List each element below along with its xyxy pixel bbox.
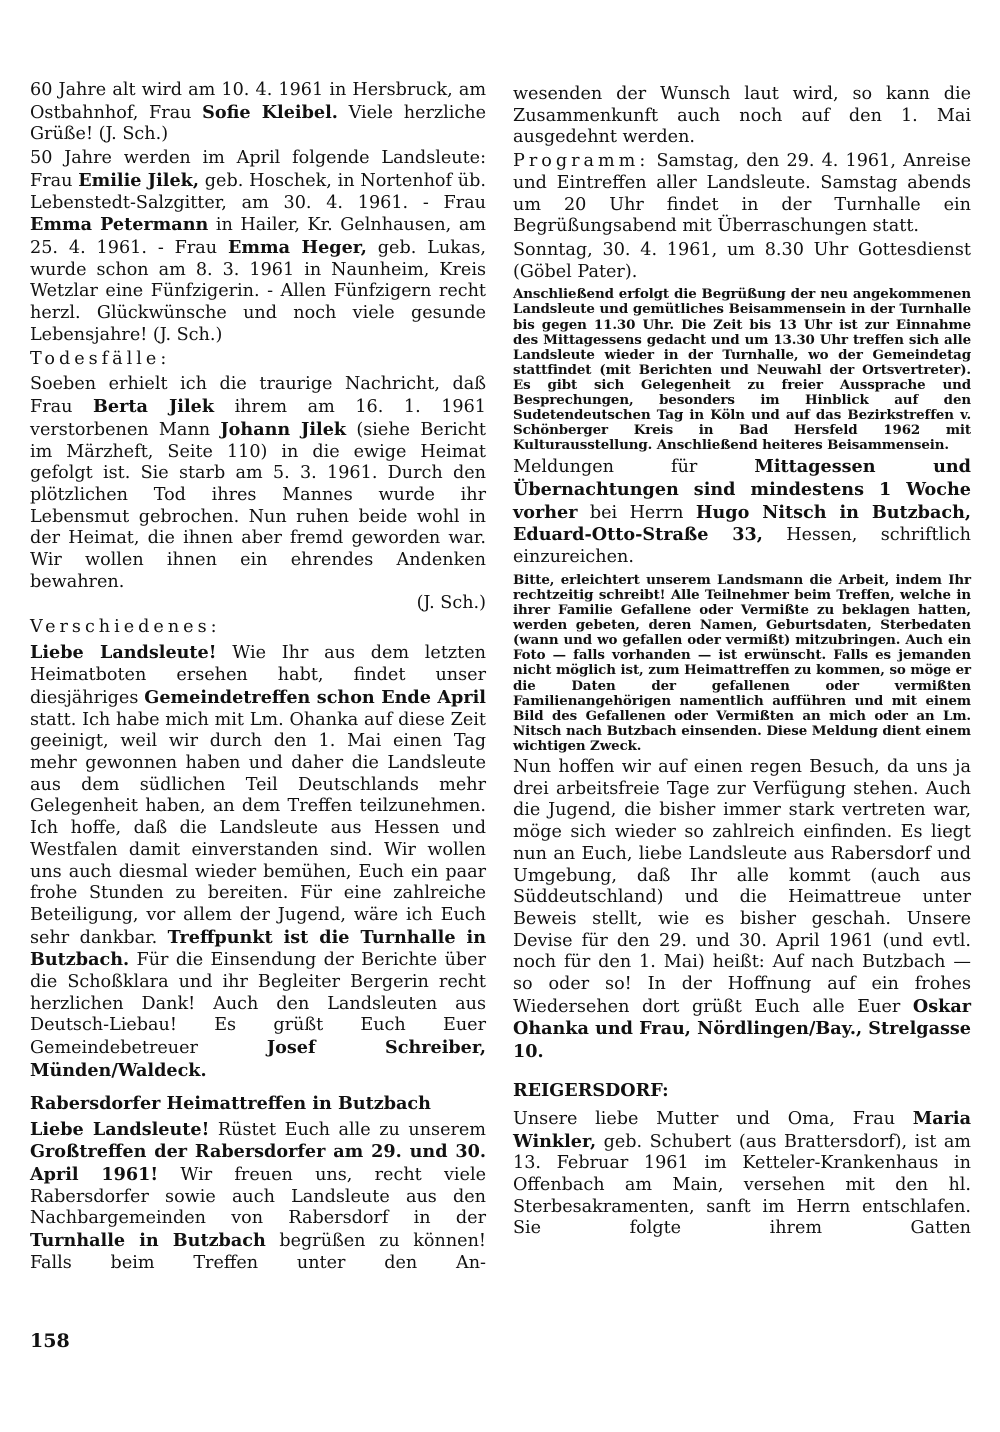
paragraph — [513, 1108, 971, 1240]
page-number: 158 — [30, 1330, 70, 1352]
paragraph — [30, 1119, 486, 1275]
paragraph — [513, 757, 971, 1064]
text-run: Sonntag, 30. 4. 1961, um 8.30 Uhr Gottesdienst (Göbel Pater). — [513, 239, 971, 282]
paragraph — [30, 374, 486, 593]
text-run: Anschließend erfolgt die Begrüßung der neu angekommenen Landsleute und gemütliches Beisammensein in der Turnhalle bis gegen 11.30 Uhr. Die Zeit bis 13 Uhr ist zur Einnahme des Mittagessens gedacht und um 13.30 Uhr treffen sich alle Landsleute wieder in der Turnhalle, wo der Gemeindetag stattfindet (mit Berichten und Neuwahl der Ortsvertreter). Es gibt sich Gelegenheit zu freier Aussprache und Besprechungen, besonders im Hinblick auf den Sudetendeutschen Tag in Köln und auf das Bezirkstreffen v. Schönberger Kreis in Bad Hersfeld 1962 mit Kulturausstellung. Anschließend heiteres Beisammensein. — [513, 286, 971, 454]
bold-text: Emilie Jilek, — [78, 169, 199, 191]
bold-text: Liebe Landsleute! — [30, 642, 217, 664]
bold-text: Oskar Ohanka und Frau, Nördlingen/Bay., Strelgasse 10. — [513, 995, 971, 1063]
bold-text: Hugo Nitsch in Butzbach, Eduard-Otto-Straße 33, — [513, 501, 971, 546]
bold-text: Liebe Landsleute! — [30, 1118, 210, 1140]
text-run: Programm: — [513, 151, 650, 172]
left-column — [30, 80, 486, 1276]
bold-text: Gemeindetreffen schon Ende April — [144, 686, 486, 708]
bold-text: Emma Petermann — [30, 214, 209, 236]
bold-text: Treffpunkt ist die Turnhalle in Butzbach. — [30, 926, 486, 971]
text-run: Hessen, schriftlich einzureichen. — [513, 525, 971, 568]
paragraph — [30, 642, 486, 1082]
text-run: (siehe Bericht im Märzheft, Seite 110) in die ewige Heimat gefolgt ist. Sie starb am 5. 3. 1961. Durch den plötzlichen Tod ihres Mannes wurde ihr Lebensmut gebrochen. Nun ruhen beide wohl in der Heimat, die ihnen aber fremd geworden war. Wir wollen ihnen ein ehrendes Andenken bewahren. — [30, 419, 486, 592]
text-run: Für die Einsendung der Berichte über die Schoßklara und ihr Begleiter Bergerin recht herzlichen Dank! Auch den Landsleuten aus Deutsch-Liebau! Es grüßt Euch Euer Gemeindebetreuer — [30, 950, 486, 1059]
text-run: Soeben erhielt ich die traurige Nachricht, daß Frau — [30, 374, 486, 418]
text-run: begrüßen zu können! Falls beim Treffen unter den An- — [30, 1231, 486, 1273]
section-heading — [30, 348, 486, 370]
text-run: 60 Jahre alt wird am 10. 4. 1961 in Hersbruck, am Ostbahnhof, Frau — [30, 80, 486, 123]
text-run: geb. Schubert (aus Brattersdorf), ist am 13. Februar 1961 im Ketteler-Krankenhaus in Offenbach am Main, versehen mit den hl. Sterbesakramenten, sanft im Herrn entschlafen. Sie folgte ihrem Gatten — [513, 1131, 971, 1239]
text-run: geb. Hoschek, in Nortenhof üb. Lebenstedt-Salzgitter, am 30. 4. 1961. - Frau — [30, 170, 486, 213]
bold-text: Mittagessen und Übernachtungen sind mindestens 1 Woche vorher — [513, 456, 971, 523]
section-heading — [30, 1093, 486, 1115]
text-run: Wir freuen uns, recht viele Rabersdorfer sowie auch Landsleute aus den Nachbargemeinden von Rabersdorf in der — [30, 1164, 486, 1229]
paragraph — [513, 84, 971, 149]
bold-text: Emma Heger, — [227, 236, 367, 258]
text-run: Verschiedenes: — [30, 617, 221, 638]
text-run: Viele herzliche Grüße! (J. Sch.) — [30, 102, 487, 145]
small-print-paragraph — [513, 573, 971, 754]
paragraph — [513, 151, 971, 238]
text-run: Rabersdorfer Heimattreffen in Butzbach — [30, 1092, 431, 1114]
text-run: geb. Lukas, wurde schon am 8. 3. 1961 in Naunheim, Kreis Wetzlar eine Fünfzigerin. - Allen Fünfzigern recht herzl. Glückwünsche und noch viele gesunde Lebensjahre! (J. Sch.) — [30, 237, 486, 345]
paragraph — [513, 456, 971, 569]
text-run: Wie Ihr aus dem letzten Heimatboten ersehen habt, findet unser diesjähriges — [30, 643, 486, 708]
text-run: wesenden der Wunsch laut wird, so kann die Zusammenkunft auch noch auf den 1. Mai ausgedehnt werden. — [513, 84, 971, 148]
section-heading — [30, 616, 486, 638]
text-run: Bitte, erleichtert unserem Landsmann die Arbeit, indem Ihr rechtzeitig schreibt! Alle Teilnehmer beim Treffen, welche in ihrer Familie Gefallene oder Vermißte zu beklagen hatten, werden gebeten, deren Namen, Geburtsdaten, Sterbedaten (wann und wo gefallen oder vermißt) mitzubringen. Auch ein Foto — falls vorhanden — ist erwünscht. Falls es jemanden nicht möglich ist, zum Heimattreffen zu kommen, so möge er die Daten der gefallenen oder vermißten Familienangehörigen namentlich aufführen und mit einem Bild des Gefallenen oder Vermißten an mich oder an Lm. Nitsch nach Butzbach einsenden. Diese Meldung dient einem wichtigen Zweck. — [513, 571, 971, 754]
bold-text: Berta Jilek — [93, 396, 215, 418]
text-run: Samstag, den 29. 4. 1961, Anreise und Eintreffen aller Landsleute. Samstag abends um 20 Uhr findet in der Turnhalle ein Begrüßungsabend mit Überraschungen statt. — [513, 151, 971, 237]
text-run: bei Herrn — [577, 502, 696, 523]
paragraph — [30, 80, 486, 146]
bold-text: Turnhalle in Butzbach — [30, 1230, 266, 1252]
text-run: statt. Ich habe mich mit Lm. Ohanka auf diese Zeit geeinigt, weil wir durch den 1. Mai einen Tag mehr gewonnen haben und daher die Landsleute aus dem südlichen Teil Deutschlands mehr Gelegenheit haben, an dem Treffen teilzunehmen. Ich hoffe, daß die Landsleute aus Hessen und Westfalen damit einverstanden sind. Wir wollen uns auch diesmal wieder bemühen, Euch ein paar frohe Stunden zu bereiten. Für eine zahlreiche Beteiligung, vor allem der Jugend, wäre ich Euch sehr dankbar. — [30, 709, 486, 948]
text-run: 50 Jahre werden im April folgende Landsleute: Frau — [30, 148, 486, 191]
text-run: Meldungen für — [513, 457, 755, 478]
paragraph — [30, 593, 486, 614]
text-run: Nun hoffen wir auf einen regen Besuch, da uns ja drei arbeitsfreie Tage zur Verfügung stehen. Auch die Jugend, die bisher immer stark vertreten war, möge sich wieder so zahlreich einfinden. Es liegt nun an Euch, liebe Landsleute aus Rabersdorf und Umgebung, daß Ihr alle kommt (auch aus Süddeutschland) und die Heimattreue unter Beweis stellt, wie es bisher geschah. Unsere Devise für den 29. und 30. April 1961 (und evtl. noch für den 1. Mai) heißt: Auf nach Butzbach — so oder so! In der Hoffnung auf ein frohes Wiedersehen dort grüßt Euch alle Euer — [513, 757, 971, 1017]
bold-text: Großtreffen der Rabersdorfer am 29. und 30. April 1961! — [30, 1141, 486, 1185]
bold-text: Johann Jilek — [220, 418, 347, 440]
bold-text: Maria Winkler, — [513, 1107, 971, 1152]
text-run: in Hailer, Kr. Gelnhausen, am 25. 4. 1961. - Frau — [30, 215, 486, 258]
right-column — [513, 84, 971, 1242]
paragraph — [513, 240, 971, 283]
text-run: ihrem am 16. 1. 1961 verstorbenen Mann — [30, 397, 487, 440]
text-run: REIGERSDORF: — [513, 1079, 669, 1101]
section-heading — [513, 1080, 971, 1102]
bold-text: Sofie Kleibel. — [202, 101, 338, 123]
paragraph — [30, 148, 486, 346]
text-run: Todesfälle: — [30, 349, 171, 370]
bold-text: Josef Schreiber, Münden/Waldeck. — [30, 1037, 486, 1081]
text-run: (J. Sch.) — [416, 593, 486, 614]
text-run: Unsere liebe Mutter und Oma, Frau — [513, 1108, 913, 1129]
small-print-paragraph — [513, 287, 971, 453]
text-run: Rüstet Euch alle zu unserem — [209, 1119, 486, 1140]
